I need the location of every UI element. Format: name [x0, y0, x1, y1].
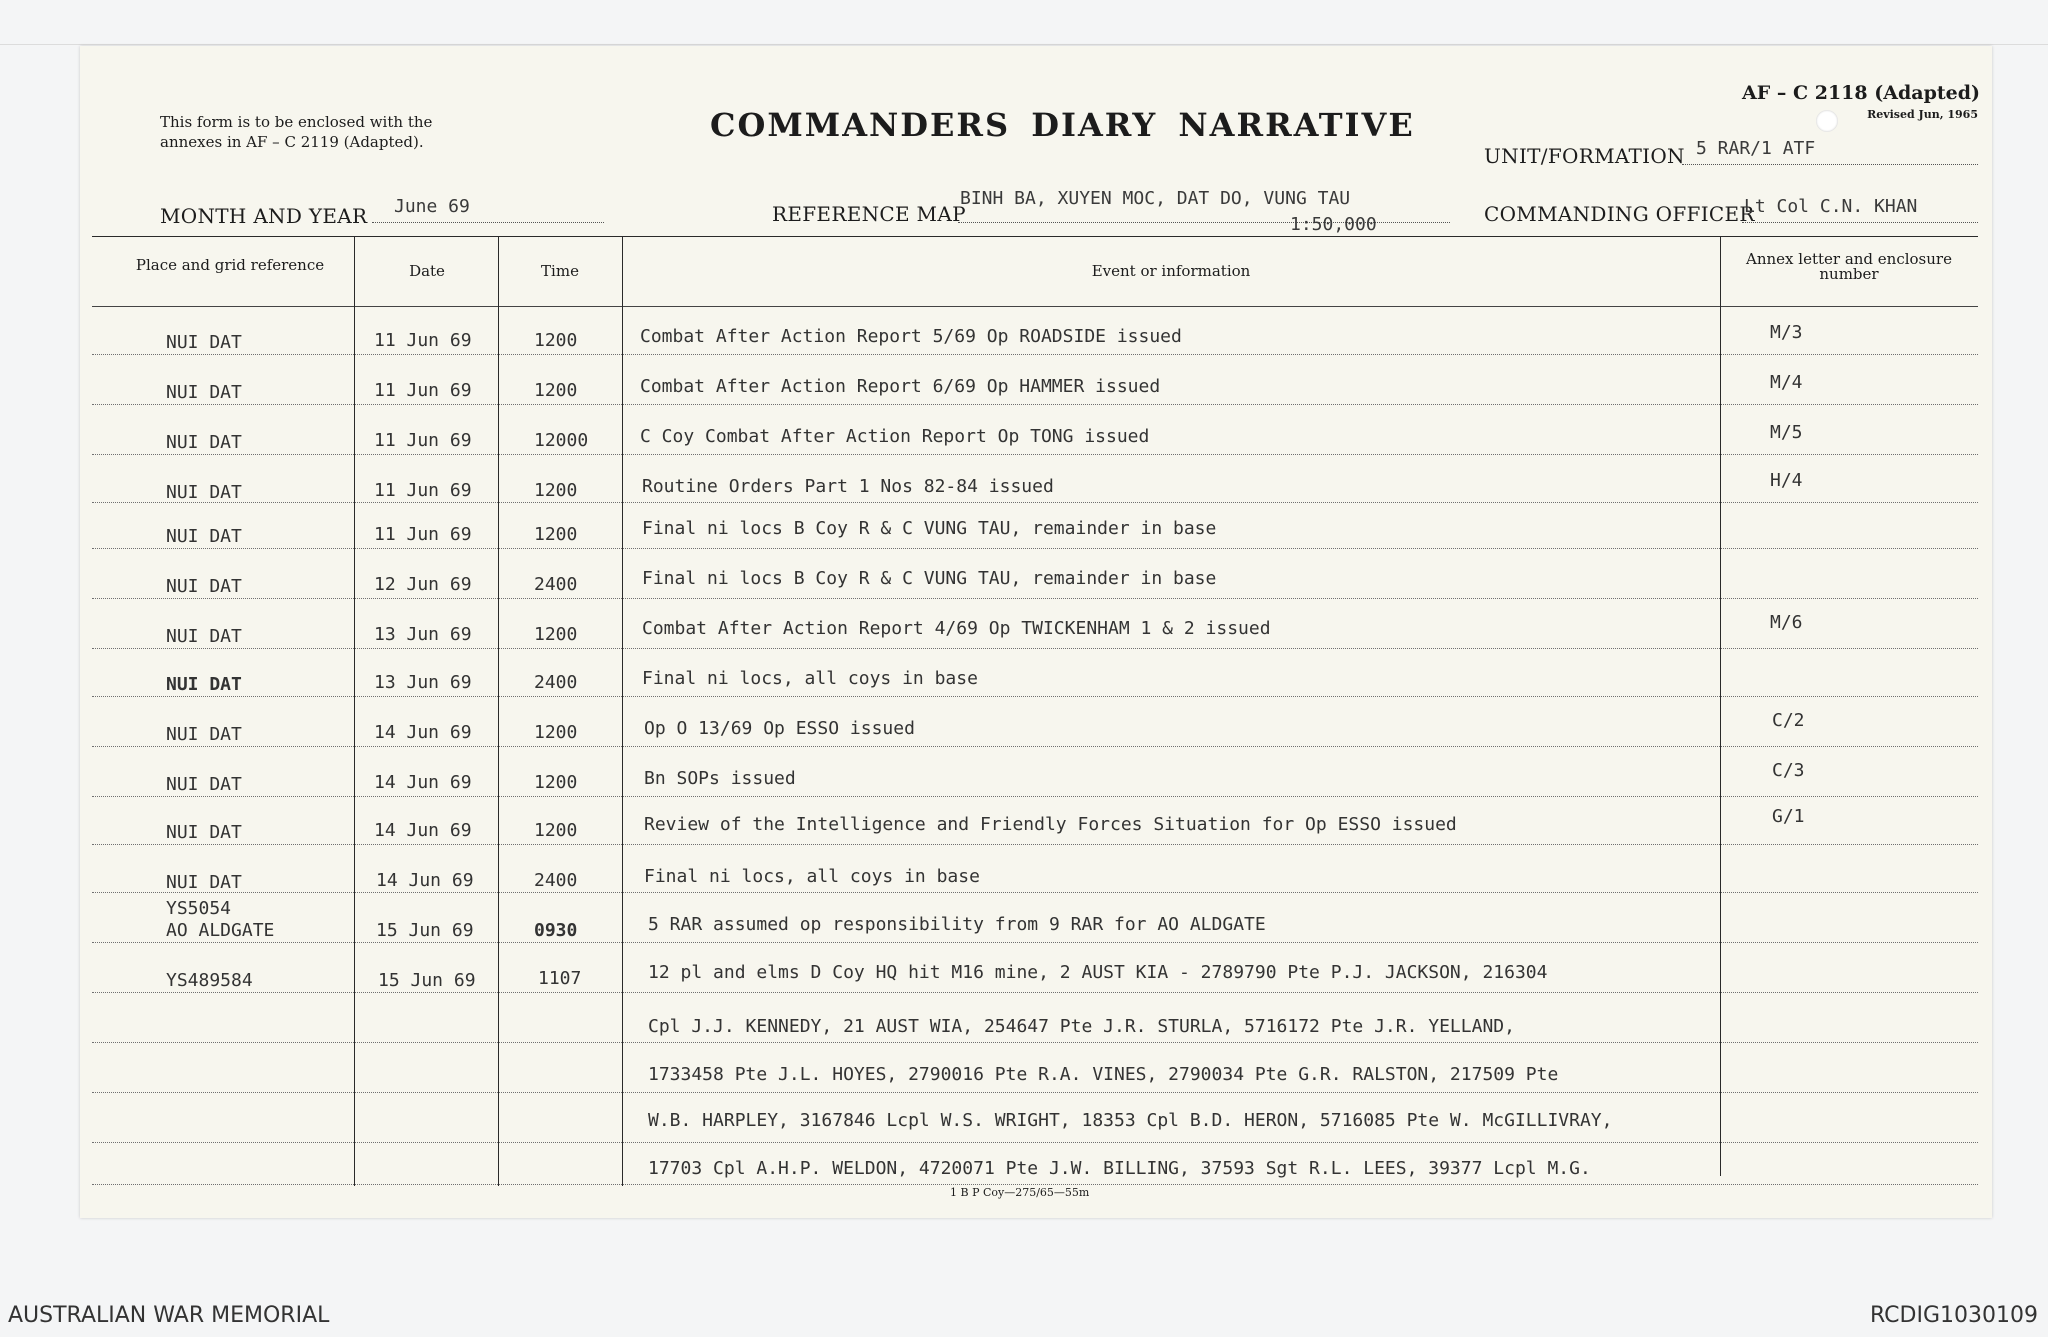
- revised-date: Revised Jun, 1965: [1867, 108, 1978, 121]
- row-time: 1200: [534, 772, 578, 793]
- row-rule: [92, 548, 1978, 549]
- col-header-event: Event or information: [1091, 262, 1251, 280]
- unit-label: UNIT/FORMATION: [1484, 144, 1685, 168]
- header-bottom-rule: [92, 306, 1978, 307]
- row-place: NUI DAT: [166, 774, 242, 795]
- row-rule: [92, 1184, 1978, 1185]
- month-value: June 69: [394, 196, 470, 217]
- row-annex: G/1: [1772, 806, 1805, 827]
- col-header-date: Date: [409, 262, 445, 280]
- row-date: 15 Jun 69: [378, 970, 476, 991]
- row-date: 12 Jun 69: [374, 574, 472, 595]
- row-rule: [92, 354, 1978, 355]
- co-label: COMMANDING OFFICER: [1484, 202, 1755, 226]
- row-event: Review of the Intelligence and Friendly Forces Situation for Op ESSO issued: [644, 814, 1457, 835]
- col-divider-1: [354, 236, 355, 1186]
- row-rule: [92, 502, 1978, 503]
- row-event: Routine Orders Part 1 Nos 82-84 issued: [642, 476, 1054, 497]
- footer-id: RCDIG1030109: [1869, 1303, 2038, 1328]
- refmap-scale: 1:50,000: [1290, 214, 1377, 235]
- col-divider-3: [622, 236, 623, 1186]
- row-place: NUI DAT: [166, 724, 242, 745]
- row-place: NUI DAT: [166, 482, 242, 503]
- row-event: 5 RAR assumed op responsibility from 9 RAR for AO ALDGATE: [648, 914, 1266, 935]
- row-annex: C/3: [1772, 760, 1805, 781]
- row-event: 17703 Cpl A.H.P. WELDON, 4720071 Pte J.W. BILLING, 37593 Sgt R.L. LEES, 39377 Lcpl M.G.: [648, 1158, 1591, 1179]
- row-time: 0930: [534, 920, 578, 941]
- row-rule: [92, 1092, 1978, 1093]
- row-event: Combat After Action Report 5/69 Op ROADSIDE issued: [640, 326, 1182, 347]
- row-event: Final ni locs B Coy R & C VUNG TAU, remainder in base: [642, 518, 1217, 539]
- row-rule: [92, 648, 1978, 649]
- row-place: NUI DAT: [166, 526, 242, 547]
- row-date: 14 Jun 69: [374, 722, 472, 743]
- row-annex: H/4: [1770, 470, 1803, 491]
- row-rule: [92, 746, 1978, 747]
- row-event: Combat After Action Report 4/69 Op TWICKENHAM 1 & 2 issued: [642, 618, 1271, 639]
- row-event: Op O 13/69 Op ESSO issued: [644, 718, 915, 739]
- row-time: 1200: [534, 624, 578, 645]
- row-event: Bn SOPs issued: [644, 768, 796, 789]
- col-header-annex: Annex letter and enclosure number: [1746, 250, 1952, 283]
- row-time: 1200: [534, 380, 578, 401]
- form-title: COMMANDERS DIARY NARRATIVE: [710, 106, 1415, 144]
- row-time: 2400: [534, 574, 578, 595]
- row-time: 1200: [534, 480, 578, 501]
- row-place: NUI DAT: [166, 822, 242, 843]
- row-date: 13 Jun 69: [374, 624, 472, 645]
- row-annex: M/4: [1770, 372, 1803, 393]
- form-code: AF – C 2118 (Adapted): [1742, 82, 1980, 104]
- row-annex: C/2: [1772, 710, 1805, 731]
- row-date: 14 Jun 69: [374, 772, 472, 793]
- row-place: NUI DAT: [166, 332, 242, 353]
- month-label: MONTH AND YEAR: [160, 204, 368, 228]
- row-place-2: AO ALDGATE: [166, 920, 275, 941]
- enclosure-note: This form is to be enclosed with the annexes in AF – C 2119 (Adapted).: [160, 113, 433, 151]
- row-time: 1107: [538, 968, 582, 989]
- unit-dotline: [1682, 164, 1978, 165]
- row-event: W.B. HARPLEY, 3167846 Lcpl W.S. WRIGHT, 18353 Cpl B.D. HERON, 5716085 Pte W. McGILLIVRAY,: [648, 1110, 1613, 1131]
- row-time: 1200: [534, 524, 578, 545]
- row-time: 1200: [534, 820, 578, 841]
- row-date: 15 Jun 69: [376, 920, 474, 941]
- row-rule: [92, 1142, 1978, 1143]
- footer-source: AUSTRALIAN WAR MEMORIAL: [8, 1303, 330, 1328]
- row-event: Cpl J.J. KENNEDY, 21 AUST WIA, 254647 Pte J.R. STURLA, 5716172 Pte J.R. YELLAND,: [648, 1016, 1515, 1037]
- punch-hole: [1816, 110, 1838, 132]
- row-time: 12000: [534, 430, 589, 451]
- row-place: NUI DAT: [166, 576, 242, 597]
- row-place: NUI DAT: [166, 432, 242, 453]
- refmap-value: BINH BA, XUYEN MOC, DAT DO, VUNG TAU: [960, 188, 1351, 209]
- row-date: 11 Jun 69: [374, 480, 472, 501]
- row-date: 11 Jun 69: [374, 330, 472, 351]
- row-rule: [92, 454, 1978, 455]
- row-date: 14 Jun 69: [376, 870, 474, 891]
- col-divider-2: [498, 236, 499, 1186]
- row-time: 2400: [534, 672, 578, 693]
- row-event: Final ni locs, all coys in base: [644, 866, 980, 887]
- row-place: YS5054: [166, 898, 232, 919]
- row-rule: [92, 598, 1978, 599]
- month-dotline: [372, 222, 604, 223]
- row-annex: M/3: [1770, 322, 1803, 343]
- row-place: NUI DAT: [166, 626, 242, 647]
- row-date: 11 Jun 69: [374, 380, 472, 401]
- unit-value: 5 RAR/1 ATF: [1696, 138, 1816, 159]
- row-rule: [92, 942, 1978, 943]
- row-place: NUI DAT: [166, 674, 242, 695]
- row-rule: [92, 404, 1978, 405]
- row-rule: [92, 892, 1978, 893]
- refmap-label: REFERENCE MAP: [772, 202, 966, 226]
- col-header-place: Place and grid reference: [135, 256, 325, 274]
- co-dotline: [1742, 222, 1978, 223]
- row-rule: [92, 1042, 1978, 1043]
- row-date: 11 Jun 69: [374, 430, 472, 451]
- printer-code: 1 B P Coy—275/65—55m: [950, 1186, 1090, 1199]
- row-rule: [92, 696, 1978, 697]
- row-place: NUI DAT: [166, 382, 242, 403]
- col-header-time: Time: [541, 262, 579, 280]
- row-place: NUI DAT: [166, 872, 242, 893]
- row-time: 2400: [534, 870, 578, 891]
- scan-top-line: [0, 44, 2048, 45]
- row-event: 1733458 Pte J.L. HOYES, 2790016 Pte R.A. VINES, 2790034 Pte G.R. RALSTON, 217509 Pte: [648, 1064, 1559, 1085]
- table-top-rule: [92, 236, 1978, 237]
- row-rule: [92, 796, 1978, 797]
- row-event: C Coy Combat After Action Report Op TONG issued: [640, 426, 1150, 447]
- col-divider-4: [1720, 236, 1721, 1176]
- row-annex: M/6: [1770, 612, 1803, 633]
- row-place: YS489584: [166, 970, 253, 991]
- row-event: 12 pl and elms D Coy HQ hit M16 mine, 2 AUST KIA - 2789790 Pte P.J. JACKSON, 216304: [648, 962, 1548, 983]
- co-value: Lt Col C.N. KHAN: [1744, 196, 1918, 217]
- row-time: 1200: [534, 330, 578, 351]
- row-annex: M/5: [1770, 422, 1803, 443]
- row-event: Combat After Action Report 6/69 Op HAMMER issued: [640, 376, 1161, 397]
- row-event: Final ni locs, all coys in base: [642, 668, 978, 689]
- row-date: 14 Jun 69: [374, 820, 472, 841]
- row-date: 13 Jun 69: [374, 672, 472, 693]
- row-rule: [92, 992, 1978, 993]
- row-event: Final ni locs B Coy R & C VUNG TAU, remainder in base: [642, 568, 1217, 589]
- row-time: 1200: [534, 722, 578, 743]
- row-date: 11 Jun 69: [374, 524, 472, 545]
- diary-form: [80, 46, 1992, 1218]
- row-rule: [92, 844, 1978, 845]
